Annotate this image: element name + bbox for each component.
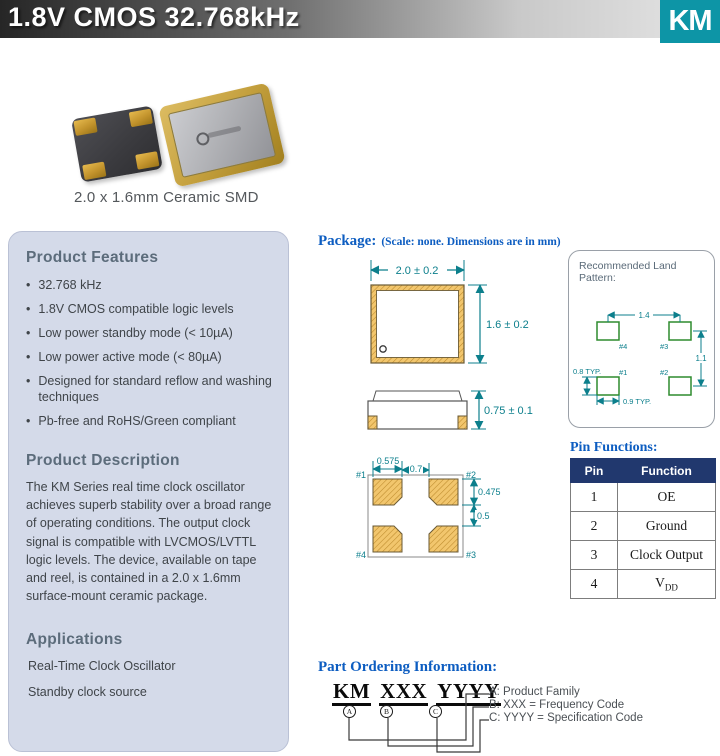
col-header-function: Function [618,459,716,483]
ordering-connector-lines [330,676,495,756]
pin-functions-table [570,458,716,599]
part-group-family: KM [332,681,371,706]
bottom-pad-gap-dim: 0.5 [477,511,490,521]
side-view-height-dim: 0.75 ± 0.1 [484,405,533,417]
legend-line: A: Product Family [489,686,580,698]
pad-4 [373,526,402,552]
feature-item: • Pb-free and RoHS/Green compliant [26,414,236,429]
part-group-specification: YYYY [436,681,501,706]
description-heading: Product Description [26,452,180,470]
photo-caption: 2.0 x 1.6mm Ceramic SMD [74,189,259,206]
package-top-view-drawing [350,252,550,384]
circle-label-a: A [343,705,356,718]
land-pin1-label: #1 [619,368,628,377]
bottom-pad-width-dim: 0.575 [376,456,400,466]
gold-pad [135,151,159,170]
land-pad-1 [597,377,619,395]
ordering-legend [489,686,643,726]
pad-1 [373,479,402,505]
applications-heading: Applications [26,631,123,648]
circle-label-c: C [429,705,442,718]
feature-item: • Designed for standard reflow and washing techniques [26,373,272,405]
info-panel [8,231,289,752]
table-row: 4 $V_{DD}$ [571,570,716,599]
bullet-icon: • [26,278,31,292]
bullet-icon: • [26,414,31,429]
land-width-dim: 1.4 [638,311,650,320]
package-side-view-drawing [350,384,550,436]
land-pad-width-dim: 0.9 TYP. [623,397,652,406]
bottom-pin2-label: #2 [466,470,477,480]
top-view-height-dim: 1.6 ± 0.2 [486,319,529,331]
land-pad-height-dim: 0.8 TYP. [573,367,602,376]
features-heading: Product Features [26,249,159,266]
top-view-width-dim: 2.0 ± 0.2 [395,265,439,277]
pad-2 [429,479,458,505]
package-heading-note: (Scale: none. Dimensions are in mm) [381,236,561,248]
land-height-dim: 1.1 [695,354,707,363]
description-body: The KM Series real time clock oscillator achieves superb stability over a broad range of operating conditions. The output clock signal is compatible with LVCMOS/LVTTL logic levels. The device, available on tape and reel, is contained in a 2.0 x 1.6mm surface-mount ceramic package. [26,480,272,603]
bullet-icon: • [26,325,31,340]
pad-3 [429,526,458,552]
land-pad-3 [669,322,691,340]
gold-pad [73,117,97,136]
circle-label-b: B [380,705,393,718]
package-section-heading [318,233,561,250]
application-item: Standby clock source [28,684,147,699]
application-item: Real-Time Clock Oscillator [28,659,176,673]
bullet-icon: • [26,349,31,364]
col-header-pin: Pin [571,459,618,483]
table-row: 2 Ground [571,512,716,541]
metal-lid [168,92,276,178]
bottom-pad-pitch-dim: 0.7 [409,464,423,474]
product-photo-top-view [158,82,286,187]
product-photo-bottom-view [71,105,163,182]
land-pin2-label: #2 [660,368,669,377]
land-pin3-label: #3 [660,342,669,351]
land-pattern-title: Recommended Land Pattern: [579,260,677,284]
legend-line: B: XXX = Frequency Code [489,699,625,712]
part-group-frequency: XXX [379,681,428,706]
bottom-pin3-label: #3 [466,550,477,560]
gold-pad [82,162,106,181]
page-title: 1.8V CMOS 32.768kHz [8,2,300,32]
land-pad-2 [669,377,691,395]
table-row: 3 Clock Output [571,541,716,570]
land-pad-4 [597,322,619,340]
feature-item: • Low power standby mode (< 10µA) [26,325,233,340]
bottom-pin4-label: #4 [355,550,366,560]
package-bottom-view-drawing [350,448,550,566]
ordering-title: Part Ordering Information: [318,659,498,675]
pin-functions-title: Pin Functions: [570,440,658,455]
package-heading-main: Package: [318,233,377,249]
features-list [26,277,274,430]
feature-item: • 1.8V CMOS compatible logic levels [26,301,234,316]
land-pattern-drawing [569,286,713,436]
bullet-icon: • [26,373,31,388]
bullet-icon: • [26,301,31,316]
table-header-row [571,459,716,483]
bottom-pad-height-dim: 0.475 [478,487,501,497]
gold-pad [129,109,153,128]
land-pin4-label: #4 [619,342,628,351]
brand-logo-text: KM [668,5,712,37]
bottom-pin1-label: #1 [355,470,366,480]
pin1-indicator-dot [380,346,386,352]
legend-line: C: YYYY = Specification Code [489,712,643,725]
feature-item: • Low power active mode (< 80µA) [26,349,222,364]
brand-logo [660,0,720,43]
table-row: 1 OE [571,483,716,512]
land-pattern-box [568,250,715,428]
feature-item: • 32.768 kHz [26,278,102,292]
